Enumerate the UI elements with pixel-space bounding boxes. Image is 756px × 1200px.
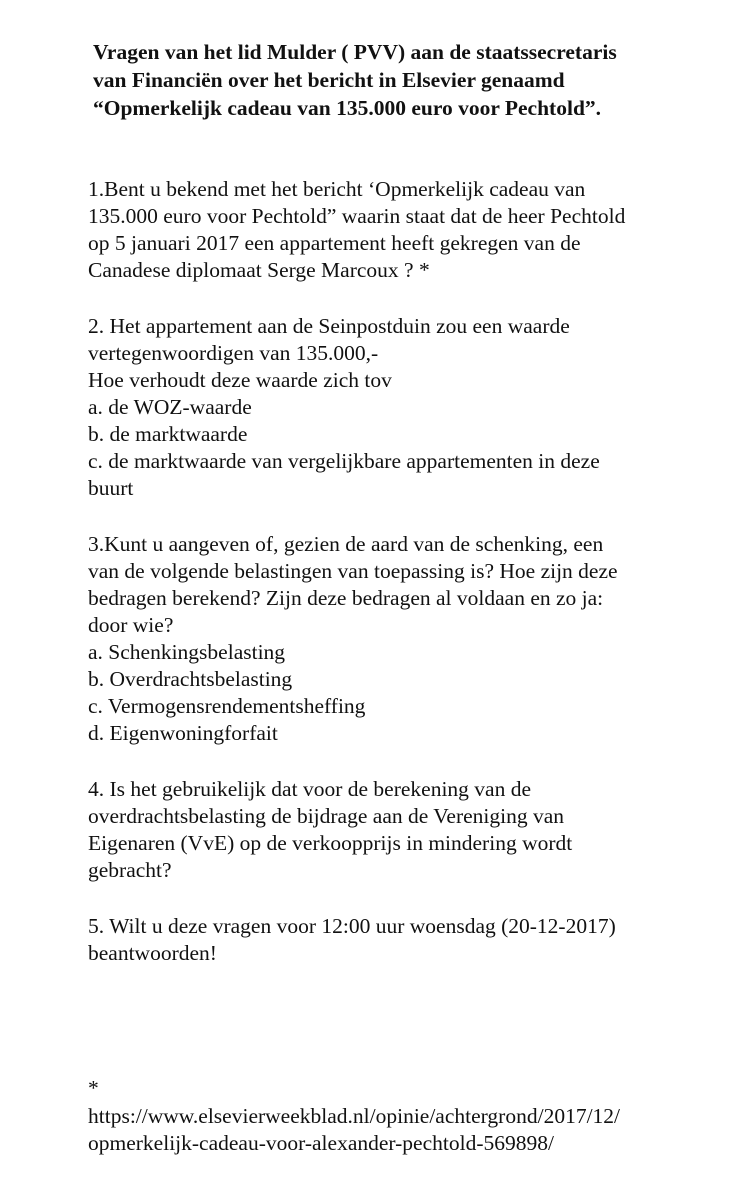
question-5 (88, 913, 738, 967)
question-4 (88, 776, 738, 884)
footnote-marker (88, 1075, 738, 1102)
question-line: gebracht? (88, 858, 172, 882)
question-line: 1.Bent u bekend met het bericht ‘Opmerkelijk cadeau van (88, 177, 586, 201)
question-line: overdrachtsbelasting de bijdrage aan de Vereniging van (88, 804, 565, 828)
footnote-url-line[interactable]: opmerkelijk-cadeau-voor-alexander-pechtold-569898/ (88, 1131, 554, 1155)
document-title (93, 38, 733, 122)
question-line: 4. Is het gebruikelijk dat voor de berekening van de (88, 777, 531, 801)
question-line: door wie? (88, 613, 174, 637)
question-option: c. Vermogensrendementsheffing (88, 694, 366, 718)
question-option: b. de marktwaarde (88, 422, 248, 446)
title-line: van Financiën over het bericht in Elsevier genaamd (93, 68, 565, 92)
title-line: “Opmerkelijk cadeau van 135.000 euro voor Pechtold”. (93, 96, 602, 120)
question-option: a. de WOZ-waarde (88, 395, 252, 419)
question-option: d. Eigenwoningforfait (88, 721, 278, 745)
question-line: Eigenaren (VvE) op de verkoopprijs in mindering wordt (88, 831, 573, 855)
question-line: 2. Het appartement aan de Seinpostduin zou een waarde (88, 314, 570, 338)
footnote-url[interactable] (88, 1103, 738, 1157)
question-option: buurt (88, 476, 134, 500)
question-line: van de volgende belastingen van toepassing is? Hoe zijn deze (88, 559, 618, 583)
question-3 (88, 531, 738, 747)
question-line: bedragen berekend? Zijn deze bedragen al voldaan en zo ja: (88, 586, 604, 610)
footnote-url-line[interactable]: https://www.elsevierweekblad.nl/opinie/achtergrond/2017/12/ (88, 1104, 621, 1128)
title-line: Vragen van het lid Mulder ( PVV) aan de staatssecretaris (93, 40, 617, 64)
question-line: beantwoorden! (88, 941, 217, 965)
question-option: b. Overdrachtsbelasting (88, 667, 293, 691)
question-option: c. de marktwaarde van vergelijkbare appartementen in deze (88, 449, 600, 473)
question-option: a. Schenkingsbelasting (88, 640, 286, 664)
question-line: Canadese diplomaat Serge Marcoux ? * (88, 258, 430, 282)
question-2 (88, 313, 738, 502)
question-line: vertegenwoordigen van 135.000,- (88, 341, 379, 365)
footnote-asterisk: * (88, 1076, 99, 1100)
question-line: 5. Wilt u deze vragen voor 12:00 uur woensdag (20-12-2017) (88, 914, 616, 938)
question-line: op 5 januari 2017 een appartement heeft gekregen van de (88, 231, 581, 255)
question-line: 3.Kunt u aangeven of, gezien de aard van de schenking, een (88, 532, 604, 556)
question-1 (88, 176, 738, 284)
question-line: Hoe verhoudt deze waarde zich tov (88, 368, 392, 392)
question-line: 135.000 euro voor Pechtold” waarin staat dat de heer Pechtold (88, 204, 626, 228)
